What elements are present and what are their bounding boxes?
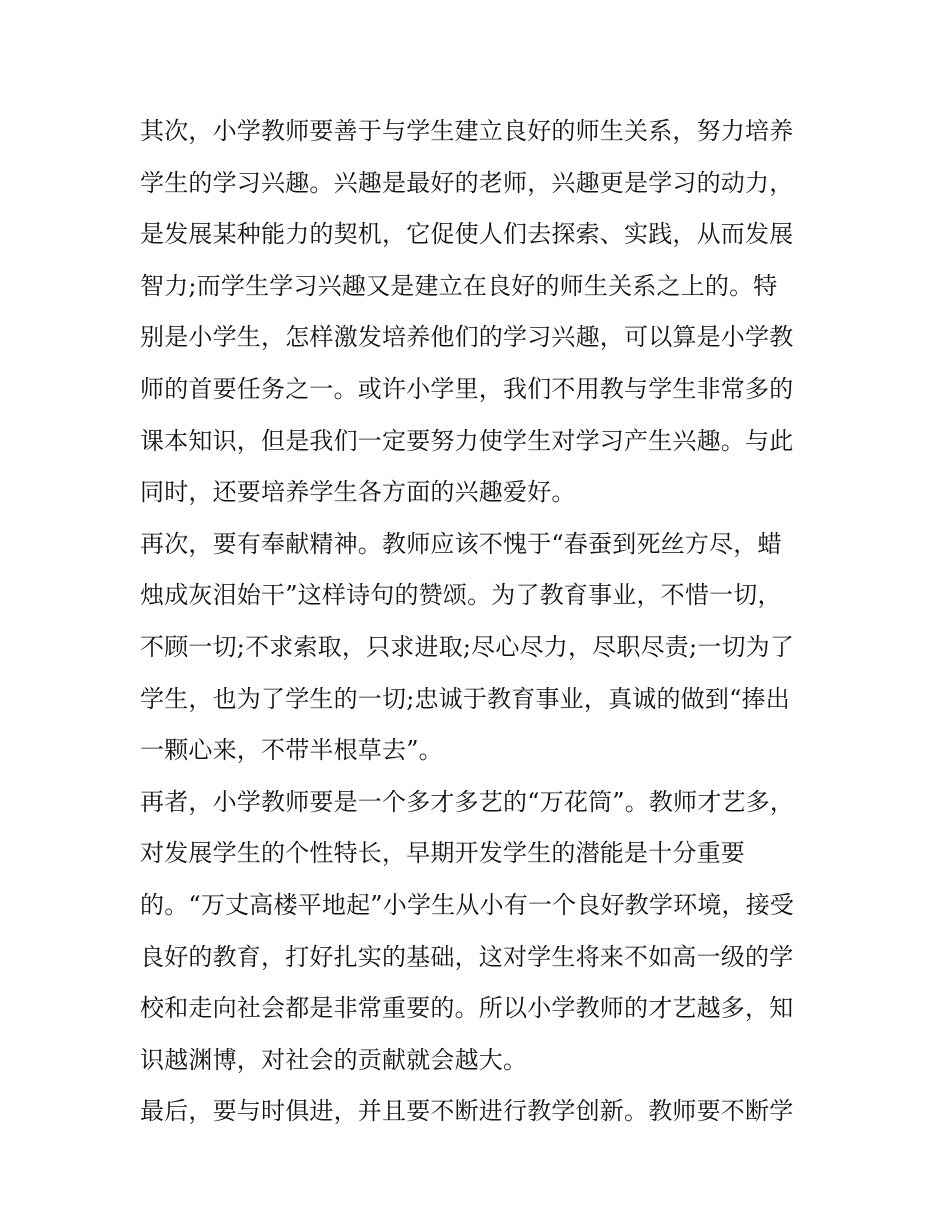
text-line: 智力;而学生学习兴趣又是建立在良好的师生关系之上的。特 xyxy=(140,271,778,300)
text-line: 烛成灰泪始干”这样诗句的赞颂。为了教育事业，不惜一切， xyxy=(140,581,782,610)
text-line: 别是小学生，怎样激发培养他们的学习兴趣，可以算是小学教 xyxy=(140,323,794,352)
text-line: 识越渊博，对社会的贡献就会越大。 xyxy=(140,1045,528,1074)
text-line: 师的首要任务之一。或许小学里，我们不用教与学生非常多的 xyxy=(140,374,794,403)
text-line: 校和走向社会都是非常重要的。所以小学教师的才艺越多，知 xyxy=(140,994,794,1023)
text-line: 良好的教育，打好扎实的基础，这对学生将来不如高一级的学 xyxy=(140,942,794,971)
text-line: 同时，还要培养学生各方面的兴趣爱好。 xyxy=(140,478,576,507)
text-line: 不顾一切;不求索取，只求进取;尽心尽力，尽职尽责;一切为了 xyxy=(140,632,795,661)
text-line: 是发展某种能力的契机，它促使人们去探索、实践，从而发展 xyxy=(140,220,794,249)
text-line: 学生，也为了学生的一切;忠诚于教育事业，真诚的做到“捧出 xyxy=(140,684,790,713)
text-line: 再者，小学教师要是一个多才多艺的“万花筒”。教师才艺多， xyxy=(140,787,795,816)
text-line: 学生的学习兴趣。兴趣是最好的老师，兴趣更是学习的动力， xyxy=(140,168,794,197)
text-line: 一颗心来，不带半根草去”。 xyxy=(140,736,443,765)
document-body xyxy=(140,106,820,1138)
text-line: 其次，小学教师要善于与学生建立良好的师生关系，努力培养 xyxy=(140,117,794,145)
text-line: 再次，要有奉献精神。教师应该不愧于“春蚕到死丝方尽，蜡 xyxy=(140,529,782,558)
text-line: 最后，要与时俱进，并且要不断进行教学创新。教师要不断学 xyxy=(140,1097,794,1126)
text-line: 对发展学生的个性特长，早期开发学生的潜能是十分重要 xyxy=(140,839,745,868)
text-line: 课本知识，但是我们一定要努力使学生对学习产生兴趣。与此 xyxy=(140,426,794,455)
text-line: 的。“万丈高楼平地起”小学生从小有一个良好教学环境，接受 xyxy=(140,890,795,919)
